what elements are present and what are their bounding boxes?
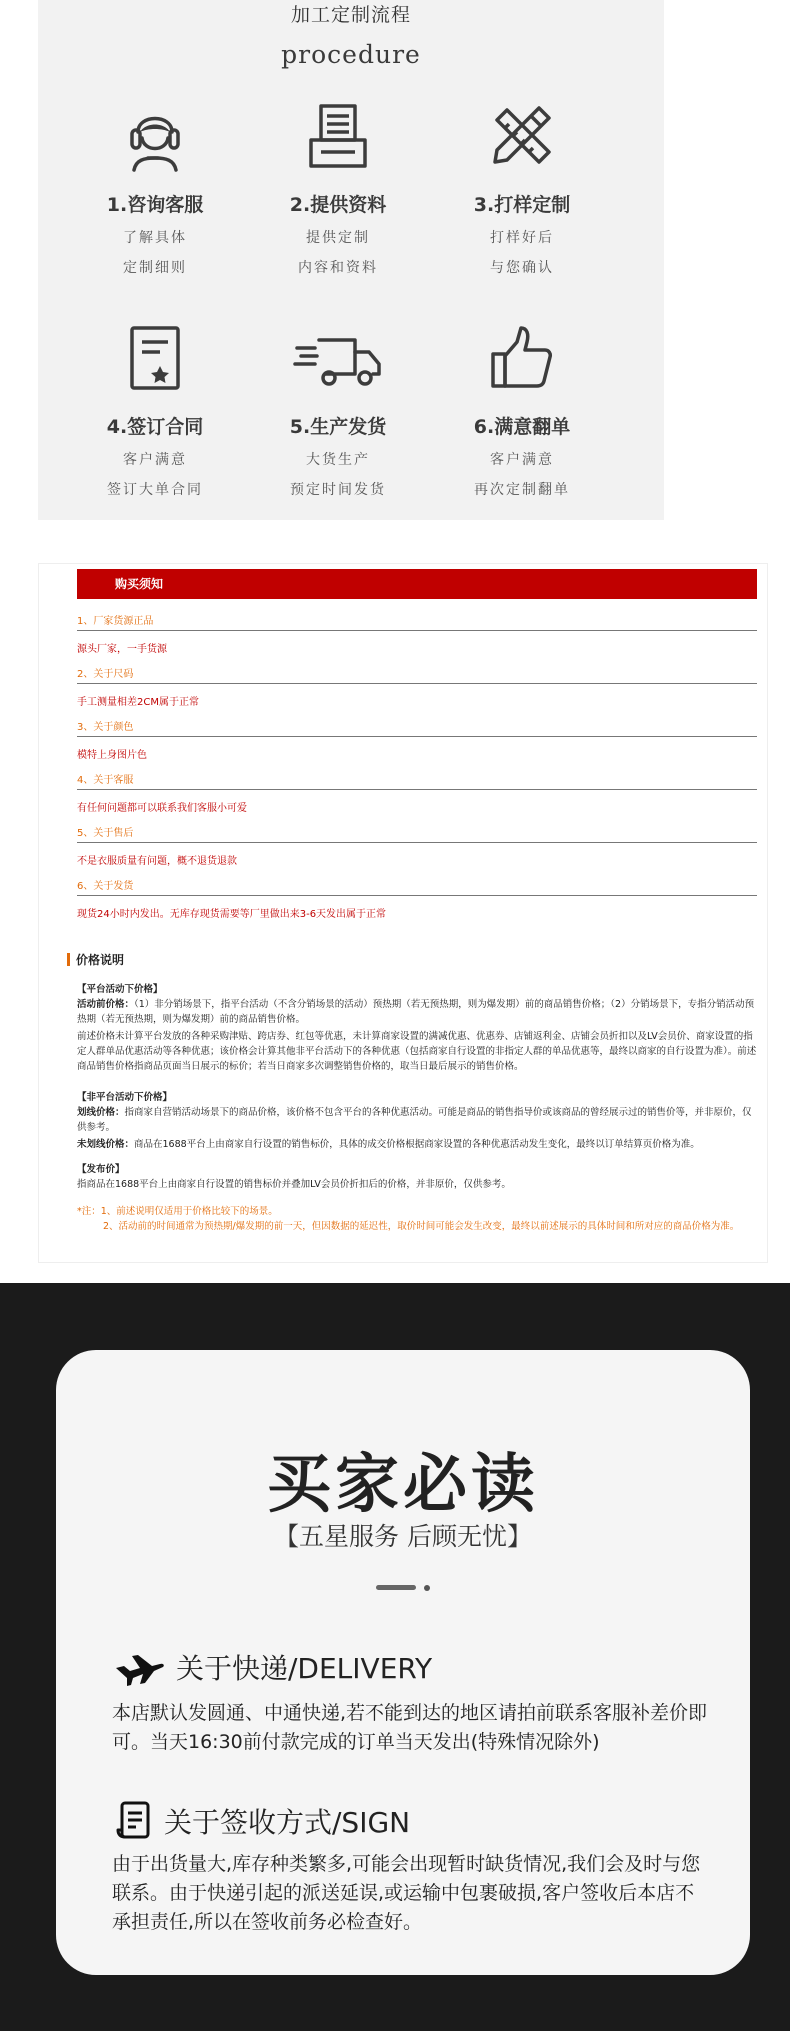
platform-price-block <box>77 982 757 1074</box>
notes-answer: 源头厂家，一手货源 <box>77 644 167 655</box>
purchase-notes-section <box>38 563 768 1263</box>
step-label: 5.生产发货 <box>289 416 387 438</box>
notes-question: 1、厂家货源正品 <box>77 616 154 627</box>
notes-item-3 <box>77 718 757 761</box>
step-desc: 打样好后 <box>490 230 554 246</box>
step-label: 6.满意翻单 <box>473 416 571 438</box>
platform-price-title: 【平台活动下价格】 <box>77 984 163 995</box>
release-price-block <box>77 1162 757 1192</box>
strike-price-text: 指商家自营销活动场景下的商品价格，该价格不包含平台的各种优惠活动。可能是商品的销售指导价或该商品的曾经展示过的销售价等，并非原价，仅供参考。 <box>77 1107 752 1133</box>
notes-answer: 有任何问题都可以联系我们客服小可爱 <box>77 803 247 814</box>
notes-item-5 <box>77 824 757 867</box>
notes-question: 6、关于发货 <box>77 881 134 892</box>
sign-heading-row <box>114 1800 410 1841</box>
pencil-ruler-icon <box>485 100 559 174</box>
procedure-step-4 <box>55 322 255 499</box>
notes-item-4 <box>77 771 757 814</box>
delivery-heading-row <box>114 1647 432 1687</box>
price-heading: 价格说明 <box>67 951 124 968</box>
step-desc: 提供定制 <box>306 230 370 246</box>
step-desc: 再次定制翻单 <box>474 482 570 498</box>
contract-icon <box>118 322 192 396</box>
price-note-2: 2、活动前的时间通常为预热期/爆发期的前一天，但因数据的延迟性，取价时间可能会发生改变，最终以前述展示的具体时间和所对应的商品价格为准。 <box>103 1221 740 1232</box>
nostrike-price-label: 未划线价格： <box>77 1139 135 1150</box>
divider <box>77 839 757 843</box>
notes-question: 2、关于尺码 <box>77 669 134 680</box>
notes-answer: 不是衣服质量有问题，概不退货退款 <box>77 856 237 867</box>
notes-item-6 <box>77 877 757 920</box>
procedure-step-3 <box>422 100 622 277</box>
activity-pre-text: （1）非分销场景下，指平台活动（不含分销场景的活动）预热期（若无预热期，则为爆发期）前的商品销售价格；（2）分销场景下，专指分销活动预热期（若无预热期，则为爆发期）前的商品销售价格。 <box>77 999 755 1025</box>
procedure-step-2 <box>238 100 438 277</box>
price-note-1: *注：1、前述说明仅适用于价格比较下的场景。 <box>77 1206 278 1217</box>
divider <box>77 627 757 631</box>
step-desc: 预定时间发货 <box>290 482 386 498</box>
step-desc: 签订大单合同 <box>107 482 203 498</box>
procedure-step-5 <box>238 322 438 499</box>
buyer-notice-card <box>56 1350 750 1975</box>
procedure-step-6 <box>422 322 622 499</box>
strike-price-label: 划线价格： <box>77 1107 125 1118</box>
notes-question: 4、关于客服 <box>77 775 134 786</box>
step-desc: 定制细则 <box>123 260 187 276</box>
procedure-step-1 <box>55 100 255 277</box>
step-label: 1.咨询客服 <box>106 194 204 216</box>
document-tray-icon <box>301 100 375 174</box>
non-platform-price-title: 【非平台活动下价格】 <box>77 1092 173 1103</box>
receipt-icon <box>114 1800 152 1840</box>
step-label: 2.提供资料 <box>289 194 387 216</box>
step-desc: 客户满意 <box>123 452 187 468</box>
divider <box>77 680 757 684</box>
step-desc: 大货生产 <box>306 452 370 468</box>
notes-answer: 现货24小时内发出。无库存现货需要等厂里做出来3-6天发出属于正常 <box>77 909 387 920</box>
notes-header: 购买须知 <box>77 569 757 599</box>
delivery-truck-icon <box>293 322 383 396</box>
step-desc: 内容和资料 <box>298 260 378 276</box>
non-platform-price-block <box>77 1090 757 1152</box>
notes-item-1 <box>77 612 757 655</box>
thumbs-up-icon <box>485 322 559 396</box>
notes-answer: 手工测量相差2CM属于正常 <box>77 697 199 708</box>
procedure-section <box>38 0 664 520</box>
procedure-title: 加工定制流程 <box>290 4 411 26</box>
sign-heading: 关于签收方式/SIGN <box>164 1806 411 1839</box>
customer-service-icon <box>118 100 192 174</box>
notes-answer: 模特上身图片色 <box>77 750 147 761</box>
buyer-title: 买家必读 <box>267 1448 539 1522</box>
procedure-subtitle: procedure <box>281 40 421 69</box>
airplane-icon <box>114 1654 164 1686</box>
notes-question: 3、关于颜色 <box>77 722 134 733</box>
delivery-heading: 关于快递/DELIVERY <box>176 1652 433 1685</box>
release-price-text: 指商品在1688平台上由商家自行设置的销售标价并叠加LV会员价折扣后的价格，并非原价，仅供参考。 <box>77 1179 511 1190</box>
activity-pre-label: 活动前价格： <box>77 999 135 1010</box>
sign-text: 由于出货量大,库存种类繁多,可能会出现暂时缺货情况,我们会及时与您联系。由于快递引起的派送延误,或运输中包裹破损,客户签收后本店不承担责任,所以在签收前务必检查好。 <box>112 1853 701 1933</box>
step-desc: 与您确认 <box>490 260 554 276</box>
delivery-text: 本店默认发圆通、中通快递,若不能到达的地区请拍前联系客服补差价即可。当天16:30前付款完成的订单当天发出(特殊情况除外) <box>112 1702 708 1753</box>
step-label: 3.打样定制 <box>473 194 571 216</box>
release-price-title: 【发布价】 <box>77 1164 125 1175</box>
price-notes <box>77 1204 757 1234</box>
activity-pre-more: 前述价格未计算平台发放的各种采购津贴、跨店券、红包等优惠，未计算商家设置的满减优惠、优惠券、店铺返利金、店铺会员折扣以及LV会员价、商家设置的指定人群单品优惠活动等各种优惠；该价格会计算其他非平台活动下的各种优惠（包括商家自行设置的非指定人群的单品优惠等，最终以商家的自行设置为准）。前述商品销售价格指商品页面当日展示的标价；若当日商家多次调整销售价格的，取当日最后展示的销售价格。 <box>77 1031 757 1072</box>
divider <box>77 786 757 790</box>
divider-dots <box>56 1577 750 1596</box>
step-desc: 了解具体 <box>123 230 187 246</box>
step-label: 4.签订合同 <box>106 416 204 438</box>
notes-question: 5、关于售后 <box>77 828 134 839</box>
divider <box>77 892 757 896</box>
notes-item-2 <box>77 665 757 708</box>
nostrike-price-text: 商品在1688平台上由商家自行设置的销售标价，具体的成交价格根据商家设置的各种优惠活动发生变化，最终以订单结算页价格为准。 <box>134 1139 700 1150</box>
step-desc: 客户满意 <box>490 452 554 468</box>
buyer-slogan: 【五星服务 后顾无忧】 <box>274 1522 532 1551</box>
divider <box>77 733 757 737</box>
